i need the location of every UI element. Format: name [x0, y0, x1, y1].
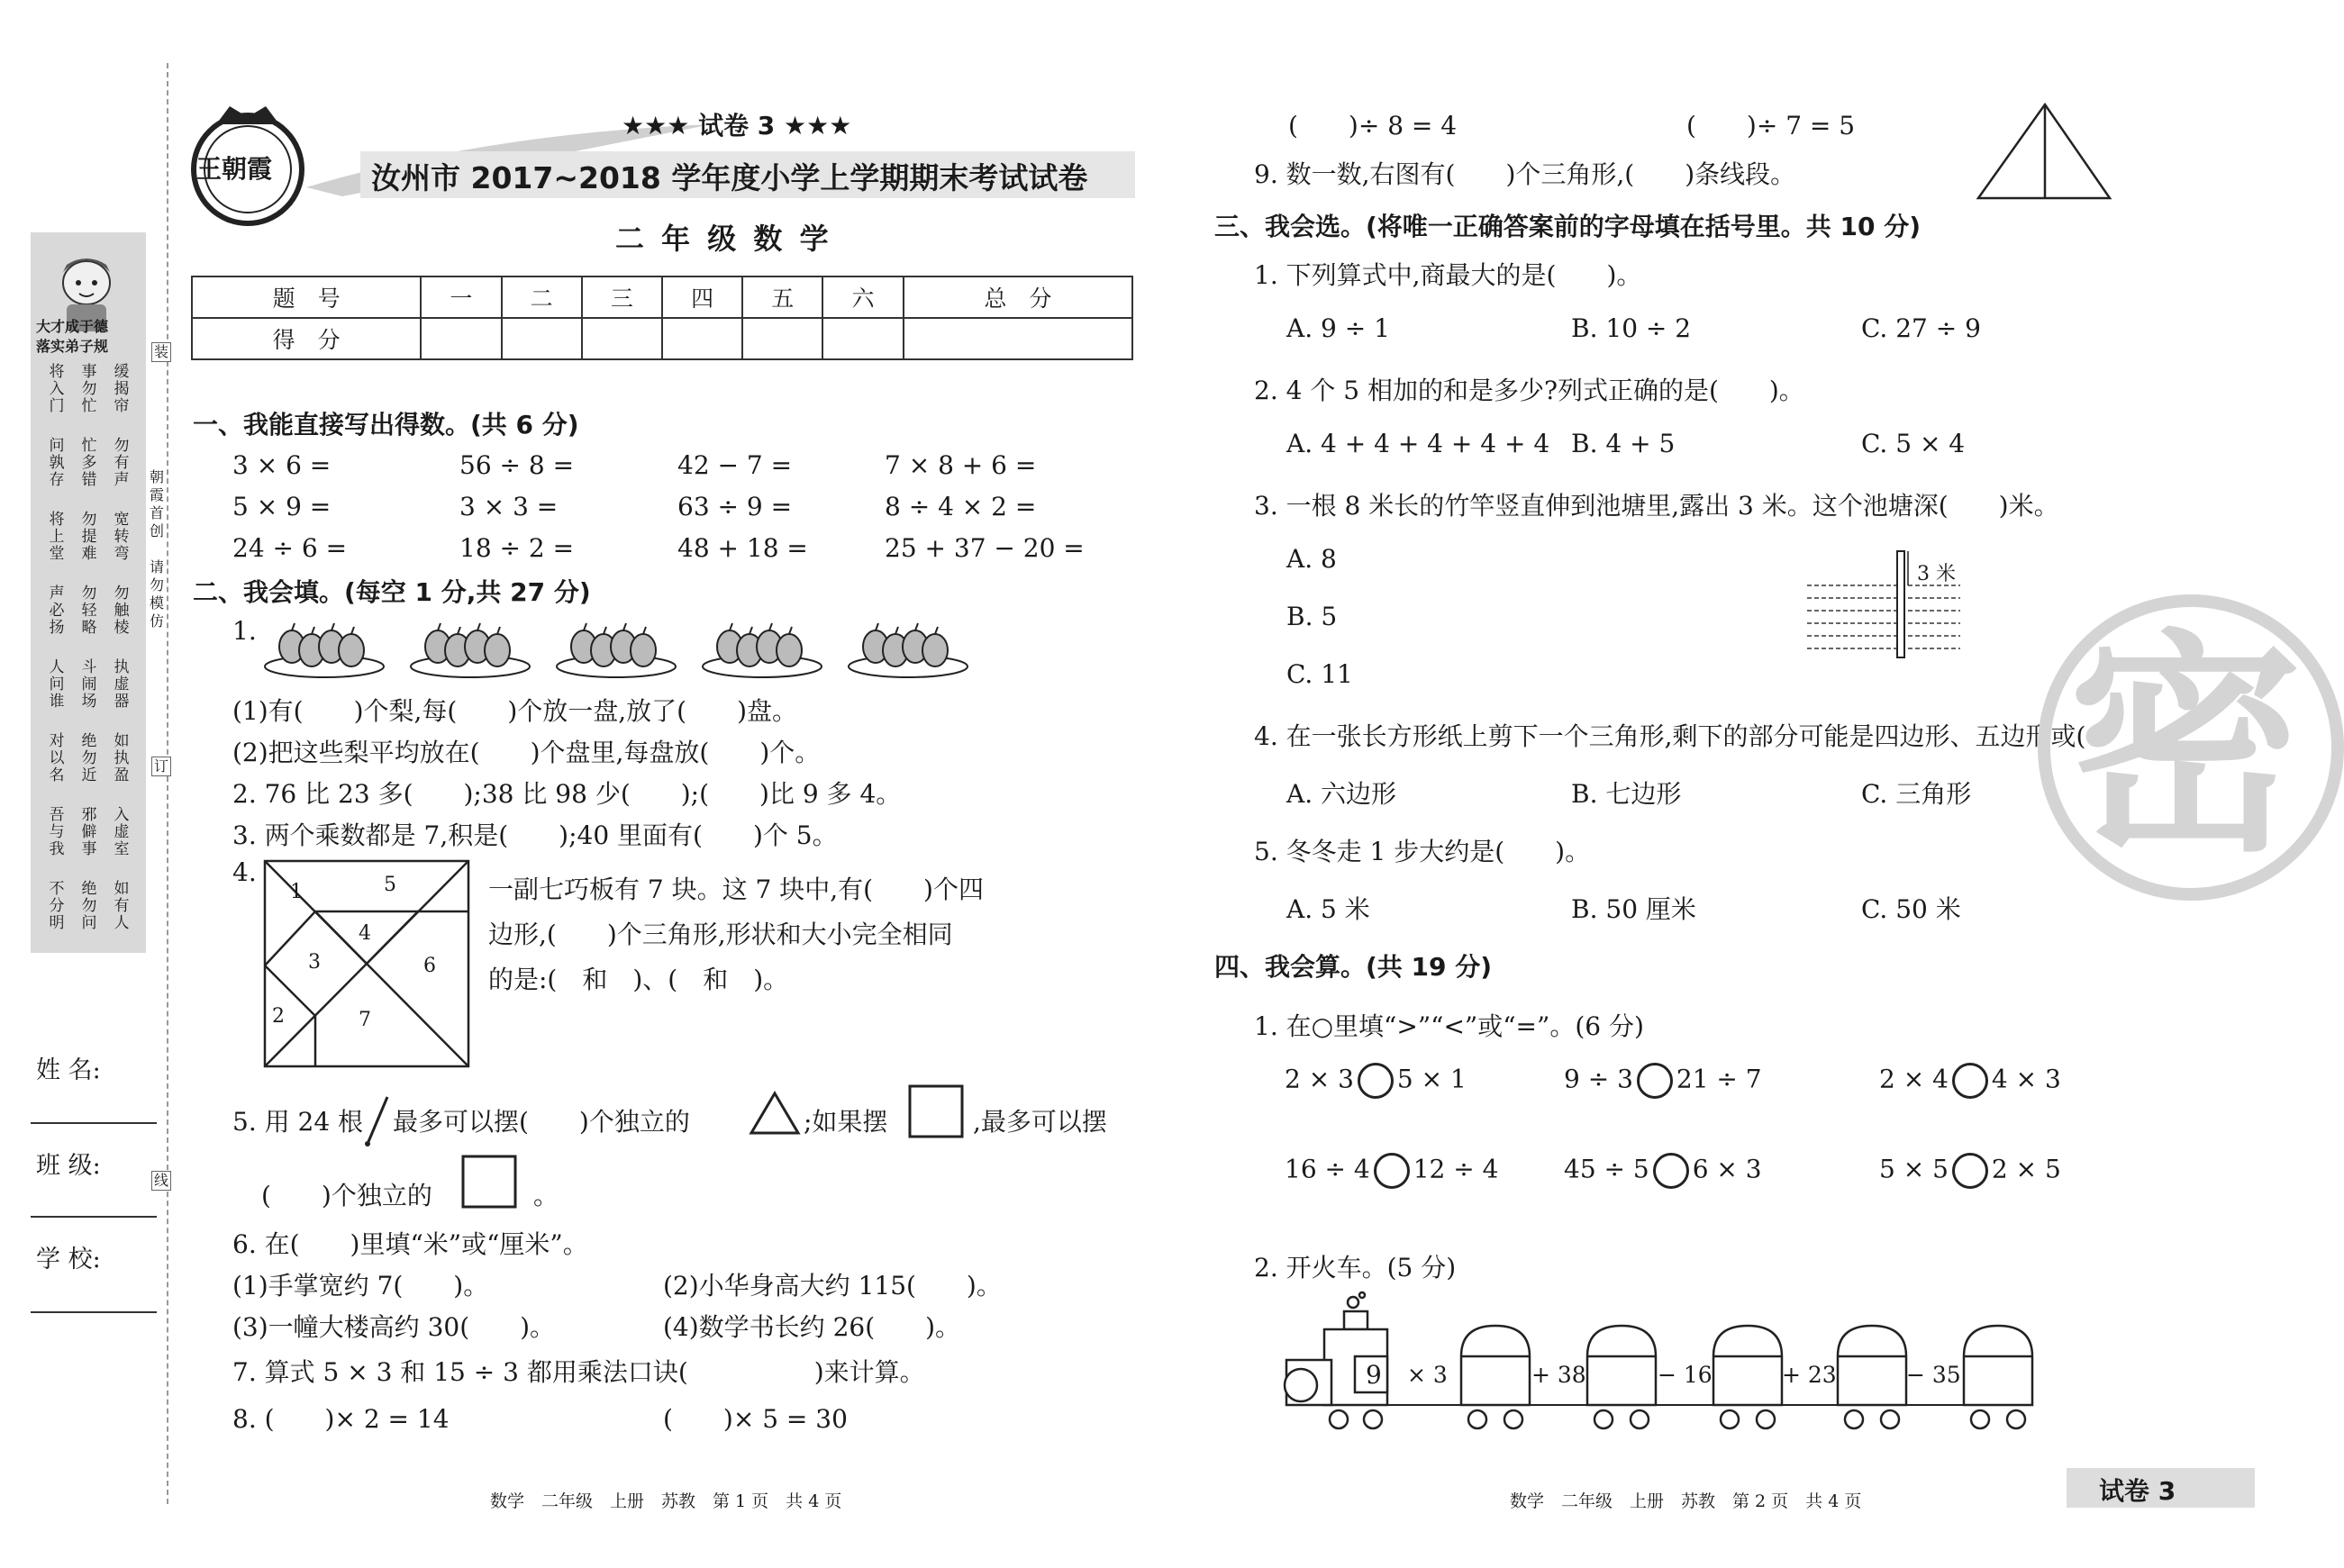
s3-q4: 4. 在一张长方形纸上剪下一个三角形,剩下的部分可能是四边形、五边形或( )。	[1254, 721, 2172, 751]
pond-pole-label: 3 米	[1917, 563, 1956, 585]
train-start-value: 9	[1366, 1360, 1382, 1390]
s3-q2-optC[interactable]: C. 5 × 4	[1861, 429, 1966, 458]
compare-right: 21 ÷ 7	[1676, 1064, 1762, 1094]
footer-left: 数学 二年级 上册 苏教 第 1 页 共 4 页	[490, 1491, 842, 1511]
compare-left: 45 ÷ 5	[1564, 1154, 1649, 1184]
side-note-1: 朝霞首创	[150, 468, 165, 539]
q5-text-b: 最多可以摆( )个独立的	[393, 1107, 690, 1137]
compare-circle[interactable]	[1358, 1063, 1394, 1099]
paper-label: ★★★ 试卷 3 ★★★	[622, 111, 852, 140]
motto-text: 缓揭帘	[114, 363, 130, 415]
triangle-count-figure	[1973, 99, 2117, 204]
s3-q1-optB[interactable]: B. 10 ÷ 2	[1571, 313, 1692, 343]
score-cell-3[interactable]	[582, 318, 662, 359]
q1-number: 1.	[232, 616, 257, 646]
q1-part2: (2)把这些梨平均放在( )个盘里,每盘放( )个。	[232, 738, 821, 767]
motto-text: 勿有声	[114, 437, 130, 489]
q8-item3: ( )÷ 8 = 4	[1288, 111, 1458, 140]
mental-math-item: 3 × 3 =	[459, 492, 559, 521]
score-header-7: 总 分	[904, 276, 1132, 318]
score-cell-5[interactable]	[742, 318, 822, 359]
q4-line3: 的是:( 和 )、( 和 )。	[488, 965, 789, 994]
compare-circle[interactable]	[1374, 1153, 1410, 1189]
q4-line1: 一副七巧板有 7 块。这 7 块中,有( )个四	[488, 875, 984, 904]
train-op-5: − 35	[1906, 1362, 1961, 1388]
s3-q1-optC[interactable]: C. 27 ÷ 9	[1861, 313, 1981, 343]
score-cell-6[interactable]	[822, 318, 903, 359]
tangram-label-6: 6	[423, 955, 436, 977]
q5-text-a: 5. 用 24 根	[232, 1107, 364, 1137]
compare-item	[1879, 1153, 2061, 1189]
s3-q3: 3. 一根 8 米长的竹竿竖直伸到池塘里,露出 3 米。这个池塘深( )米。	[1254, 491, 2059, 521]
s3-q2: 2. 4 个 5 相加的和是多少?列式正确的是( )。	[1254, 376, 1804, 405]
score-header-4: 四	[662, 276, 742, 318]
binding-label-top: 装	[151, 342, 171, 362]
motto-text: 绝勿近	[81, 732, 97, 784]
mental-math-item: 25 + 37 − 20 =	[885, 533, 1085, 563]
q8-item4: ( )÷ 7 = 5	[1686, 111, 1856, 140]
section4-title: 四、我会算。(共 19 分)	[1214, 952, 1493, 982]
motto-text: 勿轻略	[81, 585, 97, 637]
s3-q5: 5. 冬冬走 1 步大约是( )。	[1254, 837, 1591, 866]
pear-plate-icon	[845, 616, 971, 679]
compare-circle[interactable]	[1653, 1153, 1689, 1189]
motto-text: 将上堂	[49, 511, 65, 563]
motto-text: 人问谁	[49, 658, 65, 711]
score-header-3: 三	[582, 276, 662, 318]
motto-text: 问孰存	[49, 437, 65, 489]
score-header-0: 题 号	[192, 276, 421, 318]
class-label: 班 级:	[36, 1152, 101, 1180]
score-cell-7[interactable]	[904, 318, 1132, 359]
motto-text: 斗闹场	[81, 658, 97, 711]
s3-q4-optC[interactable]: C. 三角形	[1861, 779, 1972, 809]
motto-text: 声必扬	[49, 585, 65, 637]
motto-text: 不分明	[49, 880, 65, 932]
compare-right: 4 × 3	[1991, 1064, 2061, 1094]
s3-q5-optC[interactable]: C. 50 米	[1861, 894, 1961, 924]
train-op-4: + 23	[1782, 1362, 1837, 1388]
q6-text: 6. 在( )里填“米”或“厘米”。	[232, 1229, 588, 1259]
mental-math-item: 18 ÷ 2 =	[459, 533, 575, 563]
score-header-1: 一	[421, 276, 501, 318]
binding-line	[167, 63, 168, 1504]
mental-math-item: 3 × 6 =	[232, 450, 332, 480]
compare-left: 5 × 5	[1879, 1154, 1949, 1184]
s3-q3-optA[interactable]: A. 8	[1286, 544, 1337, 574]
name-label: 姓 名:	[36, 1056, 101, 1084]
compare-item	[1879, 1063, 2061, 1099]
tangram-label-5: 5	[384, 874, 396, 896]
square-icon	[904, 1081, 968, 1140]
q5-text-f: 。	[533, 1181, 559, 1210]
motto-text: 勿触棱	[114, 585, 130, 637]
motto-text: 如有人	[114, 880, 130, 932]
section2-title: 二、我会填。(每空 1 分,共 27 分)	[193, 577, 591, 607]
footer-right: 数学 二年级 上册 苏教 第 2 页 共 4 页	[1510, 1491, 1862, 1511]
score-header-6: 六	[822, 276, 903, 318]
pear-plate-icon	[699, 616, 825, 679]
binding-label-bot: 线	[151, 1171, 171, 1191]
sidebar-banner-1: 大才成于德	[36, 318, 109, 335]
q8-item2: ( )× 5 = 30	[663, 1404, 848, 1434]
section1-title: 一、我能直接写出得数。(共 6 分)	[193, 410, 579, 440]
score-value-row	[192, 318, 1132, 359]
mental-math-item: 42 − 7 =	[677, 450, 793, 480]
compare-right: 5 × 1	[1396, 1064, 1467, 1094]
q8-item1: 8. ( )× 2 = 14	[232, 1404, 450, 1434]
pear-plate-icon	[261, 616, 387, 679]
s3-q2-optA[interactable]: A. 4 + 4 + 4 + 4 + 4	[1286, 429, 1550, 458]
motto-text: 勿提难	[81, 511, 97, 563]
s4-q2: 2. 开火车。(5 分)	[1254, 1253, 1457, 1282]
school-line[interactable]	[31, 1311, 157, 1313]
score-cell-4[interactable]	[662, 318, 742, 359]
train-op-2: + 38	[1531, 1362, 1586, 1388]
compare-left: 9 ÷ 3	[1564, 1064, 1633, 1094]
name-line[interactable]	[31, 1122, 157, 1124]
mental-math-item: 63 ÷ 9 =	[677, 492, 793, 521]
motto-text: 执虚器	[114, 658, 130, 711]
q9-text: 9. 数一数,右图有( )个三角形,( )条线段。	[1254, 159, 1796, 189]
score-cell-1[interactable]	[421, 318, 501, 359]
train-op-3: − 16	[1658, 1362, 1713, 1388]
compare-left: 16 ÷ 4	[1285, 1154, 1370, 1184]
tangram-label-2: 2	[272, 1005, 285, 1028]
score-header-row	[192, 276, 1132, 318]
compare-circle[interactable]	[1952, 1063, 1988, 1099]
q4-number: 4.	[232, 857, 257, 887]
compare-left: 2 × 3	[1285, 1064, 1354, 1094]
score-table	[191, 276, 1133, 360]
brand-logo-text: 王朝霞	[196, 154, 273, 184]
tangram-label-1: 1	[290, 881, 303, 903]
s3-q3-optB[interactable]: B. 5	[1286, 602, 1338, 631]
tangram-label-3: 3	[308, 951, 321, 974]
s3-q2-optB[interactable]: B. 4 + 5	[1571, 429, 1676, 458]
compare-circle[interactable]	[1952, 1153, 1988, 1189]
section3-title: 三、我会选。(将唯一正确答案前的字母填在括号里。共 10 分)	[1214, 212, 1922, 241]
sidebar-banner-2: 落实弟子规	[36, 338, 109, 355]
motto-text: 入虚室	[114, 806, 130, 858]
q3-text: 3. 两个乘数都是 7,积是( );40 里面有( )个 5。	[232, 820, 838, 850]
motto-sidebar	[31, 232, 146, 953]
tangram-label-7: 7	[359, 1009, 371, 1031]
train-op-1: × 3	[1407, 1362, 1448, 1388]
class-line[interactable]	[31, 1216, 157, 1218]
mental-math-item: 48 + 18 =	[677, 533, 808, 563]
compare-item	[1285, 1153, 1498, 1189]
mental-math-item: 56 ÷ 8 =	[459, 450, 575, 480]
exam-subject: 二 年 级 数 学	[615, 222, 832, 256]
compare-item	[1564, 1063, 1762, 1099]
footer-label: 试卷 3	[2099, 1476, 2176, 1506]
side-note-2: 请勿模仿	[150, 558, 165, 630]
binding-label-mid: 订	[151, 757, 171, 776]
paper-label-text: 试卷 3	[698, 111, 776, 140]
q5-text-e: ( )个独立的	[261, 1181, 432, 1210]
motto-text: 吾与我	[49, 806, 65, 858]
triangle-icon	[748, 1088, 802, 1138]
confidential-stamp-text: 密	[2068, 612, 2303, 884]
q6-item4: (4)数学书长约 26( )。	[663, 1312, 961, 1342]
motto-text: 将入门	[49, 363, 65, 415]
q6-item2: (2)小华身高大约 115( )。	[663, 1271, 1002, 1301]
q6-item3: (3)一幢大楼高约 30( )。	[232, 1312, 556, 1342]
motto-text: 邪僻事	[81, 806, 97, 858]
stick-icon	[364, 1093, 391, 1147]
school-label: 学 校:	[36, 1246, 101, 1273]
s4-q1: 1. 在○里填“>”“<”或“=”。(6 分)	[1254, 1011, 1644, 1041]
mental-math-item: 24 ÷ 6 =	[232, 533, 348, 563]
motto-text: 绝勿问	[81, 880, 97, 932]
score-cell-2[interactable]	[502, 318, 582, 359]
s3-q3-optC[interactable]: C. 11	[1286, 659, 1353, 689]
mental-math-item: 5 × 9 =	[232, 492, 332, 521]
score-header-5: 五	[742, 276, 822, 318]
compare-right: 6 × 3	[1692, 1154, 1762, 1184]
s3-q4-optA[interactable]: A. 六边形	[1286, 779, 1397, 809]
pear-plate-icon	[407, 616, 533, 679]
compare-circle[interactable]	[1637, 1063, 1673, 1099]
motto-text: 宽转弯	[114, 511, 130, 563]
q4-line2: 边形,( )个三角形,形状和大小完全相同	[488, 920, 953, 949]
square-icon-2	[458, 1151, 521, 1210]
compare-left: 2 × 4	[1879, 1064, 1949, 1094]
mental-math-item: 7 × 8 + 6 =	[885, 450, 1037, 480]
s3-q4-optB[interactable]: B. 七边形	[1571, 779, 1682, 809]
s3-q5-optB[interactable]: B. 50 厘米	[1571, 894, 1696, 924]
tangram-label-4: 4	[359, 922, 371, 945]
s3-q5-optA[interactable]: A. 5 米	[1286, 894, 1370, 924]
score-label: 得 分	[192, 318, 421, 359]
motto-text: 事勿忙	[81, 363, 97, 415]
q2-text: 2. 76 比 23 多( );38 比 98 少( );( )比 9 多 4。	[232, 779, 902, 809]
score-header-2: 二	[502, 276, 582, 318]
q1-part1: (1)有( )个梨,每( )个放一盘,放了( )盘。	[232, 696, 798, 726]
s3-q1: 1. 下列算式中,商最大的是( )。	[1254, 260, 1642, 290]
s3-q1-optA[interactable]: A. 9 ÷ 1	[1286, 313, 1390, 343]
compare-item	[1285, 1063, 1467, 1099]
mental-math-item: 8 ÷ 4 × 2 =	[885, 492, 1037, 521]
exam-title: 汝州市 2017~2018 学年度小学上学期期末考试试卷	[371, 160, 1088, 195]
compare-right: 2 × 5	[1991, 1154, 2061, 1184]
compare-item	[1564, 1153, 1762, 1189]
motto-text: 忙多错	[81, 437, 97, 489]
compare-right: 12 ÷ 4	[1413, 1154, 1499, 1184]
q7-text: 7. 算式 5 × 3 和 15 ÷ 3 都用乘法口诀( )来计算。	[232, 1357, 925, 1387]
q5-text-d: ,最多可以摆	[973, 1107, 1107, 1137]
motto-text: 对以名	[49, 732, 65, 784]
pear-plate-icon	[553, 616, 679, 679]
motto-text: 如执盈	[114, 732, 130, 784]
q5-text-c: ;如果摆	[804, 1107, 888, 1137]
q6-item1: (1)手掌宽约 7( )。	[232, 1271, 489, 1301]
